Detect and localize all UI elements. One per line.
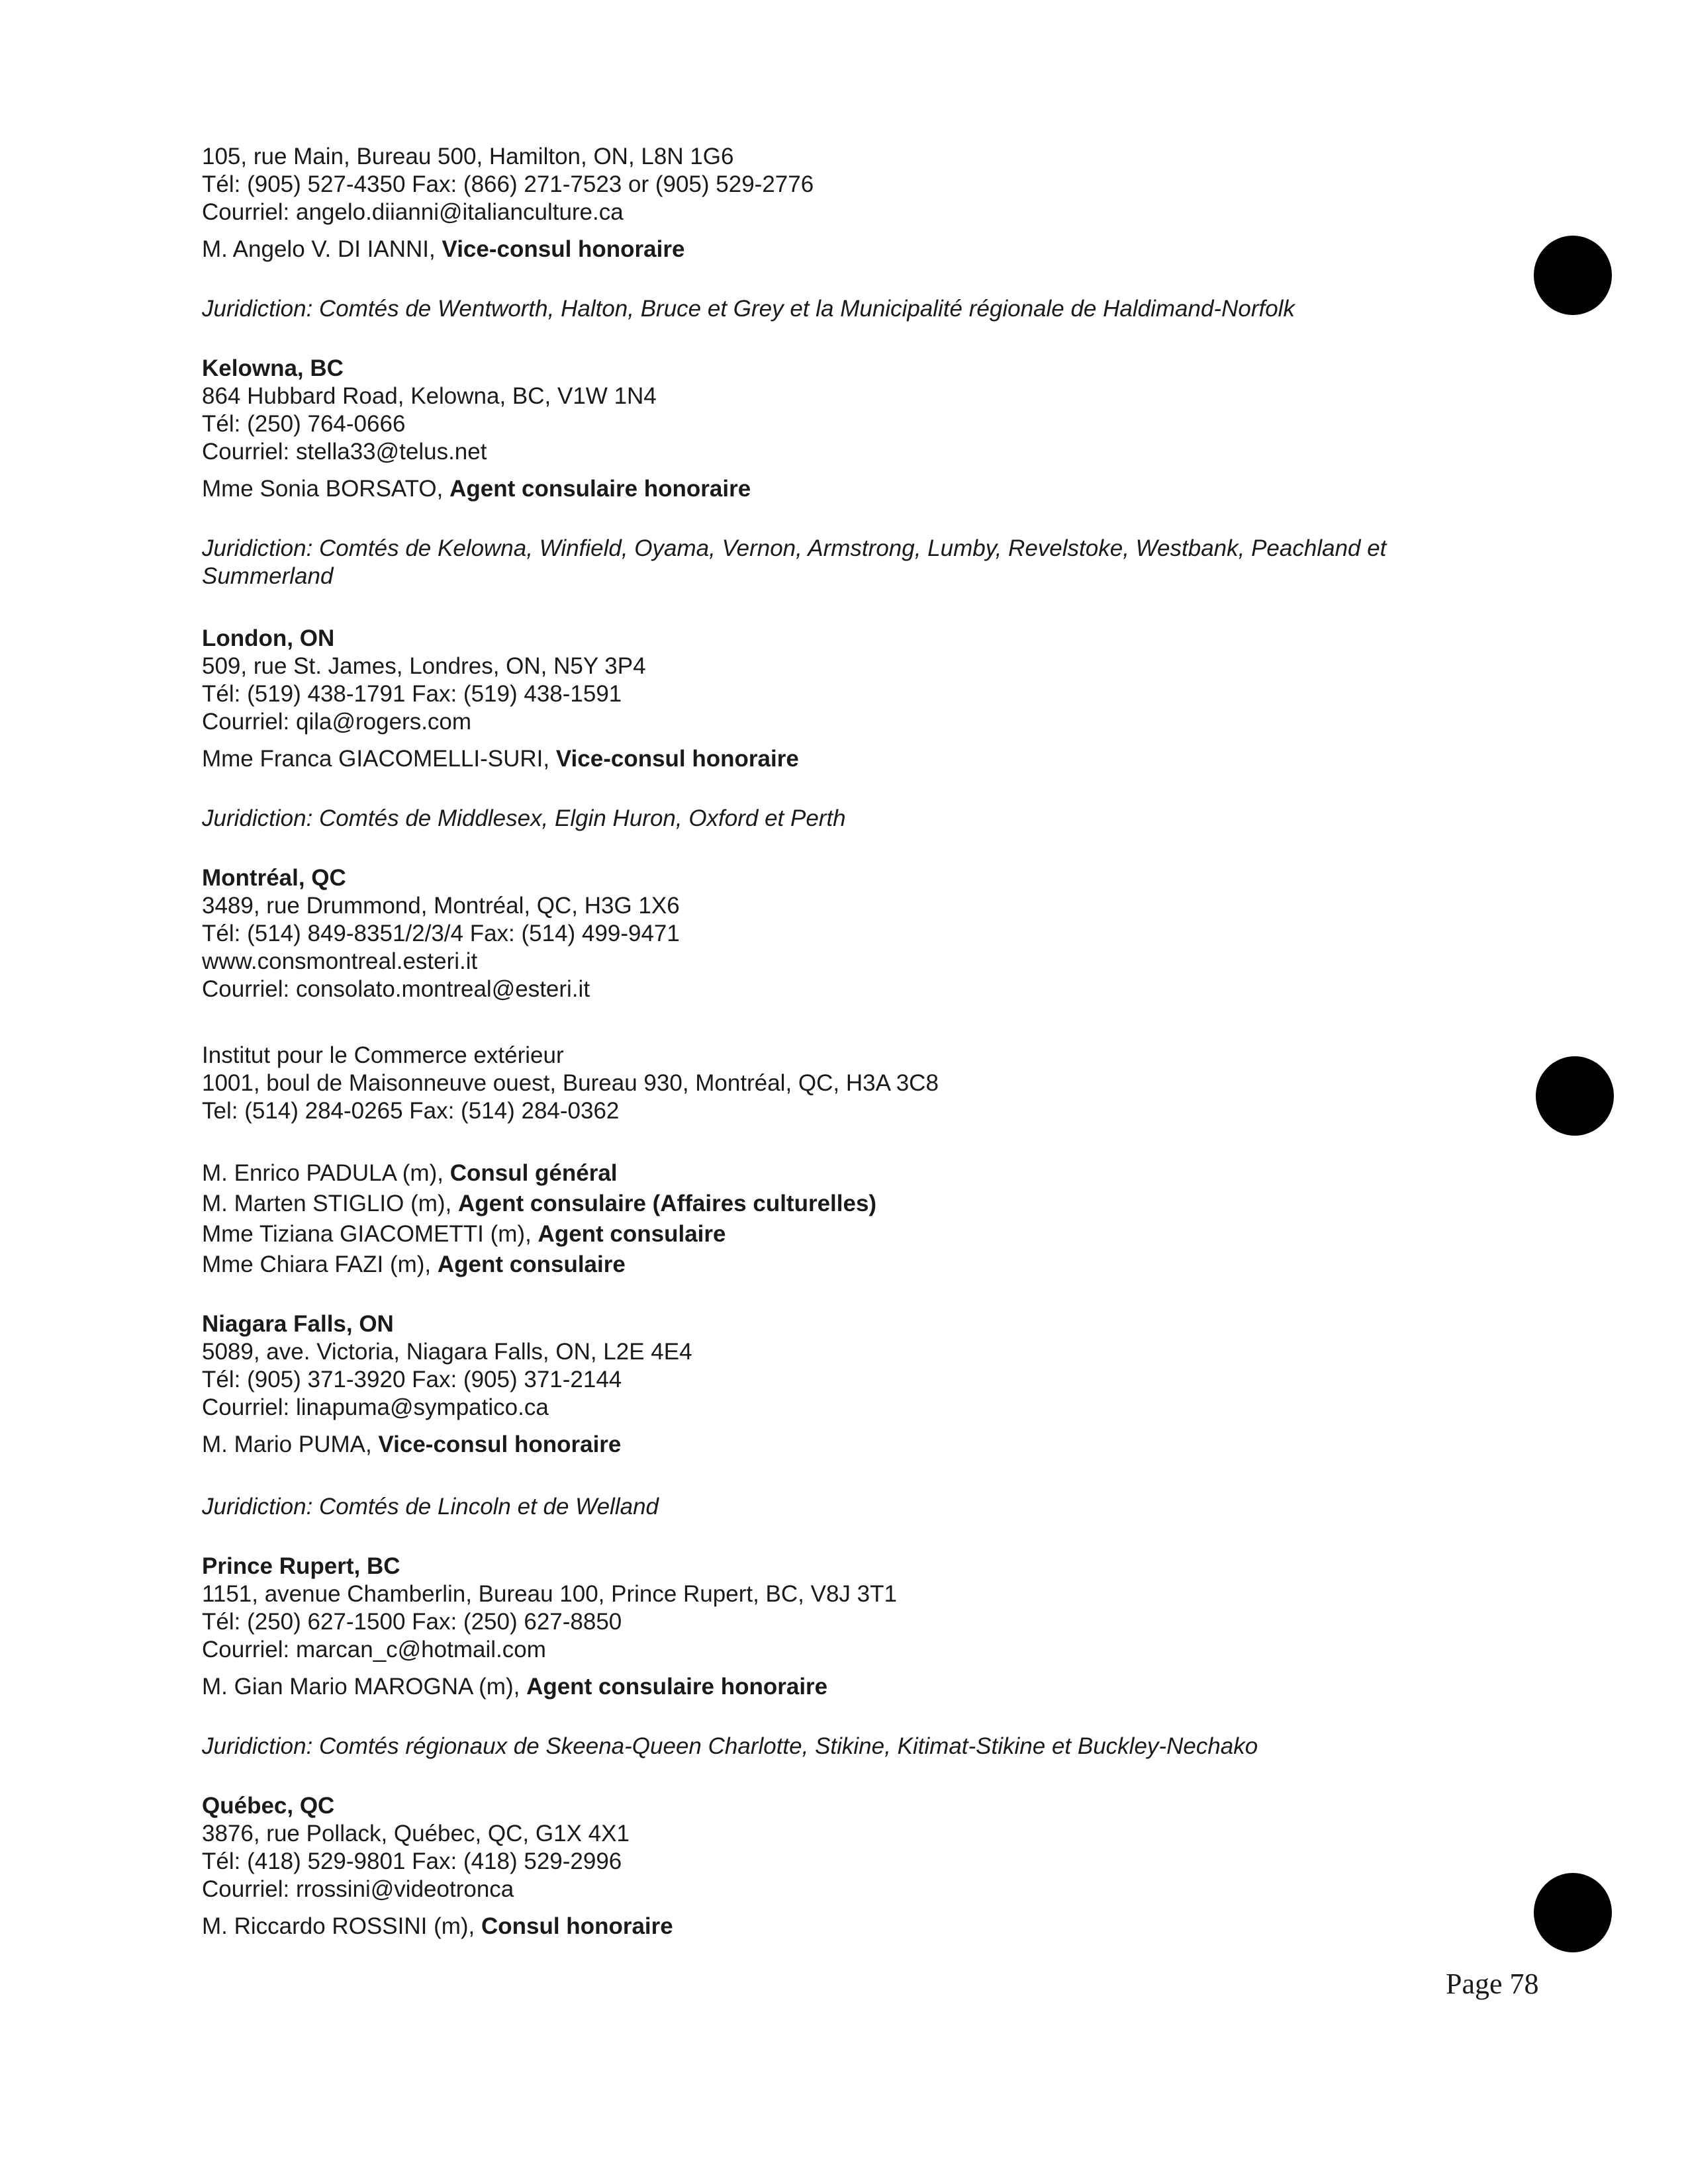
- phone-line: Tél: (250) 627-1500 Fax: (250) 627-8850: [202, 1609, 622, 1635]
- staff-line: [202, 1251, 626, 1279]
- address-line: 1151, avenue Chamberlin, Bureau 100, Prince Rupert, BC, V8J 3T1: [202, 1581, 897, 1607]
- city-heading: Québec, QC: [202, 1793, 335, 1819]
- address-line: 105, rue Main, Bureau 500, Hamilton, ON, L8N 1G6: [202, 144, 734, 169]
- phone-line: Tél: (250) 764-0666: [202, 411, 406, 437]
- email-line: Courriel: qila@rogers.com: [202, 709, 472, 735]
- person-line: [202, 1431, 621, 1459]
- jurisdiction-line: Juridiction: Comtés régionaux de Skeena-Queen Charlotte, Stikine, Kitimat-Stikine et Buckley-Nechako: [202, 1733, 1258, 1759]
- person-role: Vice-consul honoraire: [378, 1432, 622, 1457]
- address-line: 509, rue St. James, Londres, ON, N5Y 3P4: [202, 653, 646, 679]
- phone-line: Tél: (905) 527-4350 Fax: (866) 271-7523 or (905) 529-2776: [202, 171, 814, 197]
- address-line: 3876, rue Pollack, Québec, QC, G1X 4X1: [202, 1821, 630, 1846]
- email-line: Courriel: consolato.montreal@esteri.it: [202, 976, 590, 1002]
- person-role: Consul honoraire: [481, 1913, 673, 1939]
- phone-line: Tél: (905) 371-3920 Fax: (905) 371-2144: [202, 1367, 622, 1392]
- website-line: www.consmontreal.esteri.it: [202, 948, 478, 974]
- person-role: Agent consulaire: [437, 1251, 626, 1277]
- punch-hole-bottom: [1534, 1873, 1612, 1952]
- staff-line: [202, 1160, 618, 1187]
- person-line: [202, 745, 799, 773]
- jurisdiction-line: Juridiction: Comtés de Middlesex, Elgin Huron, Oxford et Perth: [202, 805, 846, 831]
- person-role: Vice-consul honoraire: [442, 236, 685, 262]
- email-line: Courriel: rrossini@videotronca: [202, 1876, 514, 1902]
- person-role: Agent consulaire honoraire: [526, 1674, 828, 1700]
- punch-hole-middle: [1536, 1056, 1614, 1136]
- person-name: Mme Tiziana GIACOMETTI (m),: [202, 1221, 538, 1247]
- email-line: Courriel: stella33@telus.net: [202, 439, 487, 465]
- person-role: Consul général: [449, 1160, 618, 1186]
- person-role: Agent consulaire: [538, 1221, 726, 1247]
- jurisdiction-line: Juridiction: Comtés de Lincoln et de Welland: [202, 1494, 659, 1520]
- phone-line: Tél: (519) 438-1791 Fax: (519) 438-1591: [202, 681, 622, 707]
- phone-line: Tél: (514) 849-8351/2/3/4 Fax: (514) 499-9471: [202, 921, 680, 946]
- person-name: M. Gian Mario MAROGNA (m),: [202, 1674, 527, 1700]
- city-heading: Prince Rupert, BC: [202, 1553, 400, 1579]
- person-role: Agent consulaire honoraire: [449, 476, 751, 502]
- person-name: Mme Franca GIACOMELLI-SURI,: [202, 746, 556, 772]
- page-number: Page 78: [1446, 1968, 1539, 2000]
- address-line: 5089, ave. Victoria, Niagara Falls, ON, L2E 4E4: [202, 1339, 692, 1365]
- phone-line: Tél: (418) 529-9801 Fax: (418) 529-2996: [202, 1848, 622, 1874]
- staff-line: [202, 1220, 726, 1248]
- jurisdiction-line: Juridiction: Comtés de Wentworth, Halton, Bruce et Grey et la Municipalité régionale de Haldimand-Norfolk: [202, 296, 1295, 322]
- punch-hole-top: [1534, 236, 1612, 315]
- person-line: [202, 1673, 827, 1701]
- person-name: Mme Chiara FAZI (m),: [202, 1251, 438, 1277]
- institute-name: Institut pour le Commerce extérieur: [202, 1042, 564, 1068]
- person-line: [202, 1913, 673, 1940]
- person-role: Vice-consul honoraire: [555, 746, 799, 772]
- city-heading: Montréal, QC: [202, 865, 346, 891]
- person-name: M. Marten STIGLIO (m),: [202, 1191, 458, 1216]
- address-line: 3489, rue Drummond, Montréal, QC, H3G 1X6: [202, 893, 680, 919]
- email-line: Courriel: linapuma@sympatico.ca: [202, 1394, 549, 1420]
- institute-phone: Tel: (514) 284-0265 Fax: (514) 284-0362: [202, 1098, 620, 1124]
- address-line: 864 Hubbard Road, Kelowna, BC, V1W 1N4: [202, 383, 657, 409]
- jurisdiction-line: Juridiction: Comtés de Kelowna, Winfield, Oyama, Vernon, Armstrong, Lumby, Revelstoke, Westbank, Peachland et: [202, 535, 1387, 561]
- jurisdiction-line-continued: Summerland: [202, 563, 334, 589]
- person-name: M. Enrico PADULA (m),: [202, 1160, 450, 1186]
- person-line: [202, 236, 684, 263]
- person-name: Mme Sonia BORSATO,: [202, 476, 450, 502]
- person-name: M. Mario PUMA,: [202, 1432, 379, 1457]
- city-heading: Kelowna, BC: [202, 355, 344, 381]
- person-role: Agent consulaire (Affaires culturelles): [457, 1191, 877, 1216]
- person-name: M. Riccardo ROSSINI (m),: [202, 1913, 481, 1939]
- email-line: Courriel: angelo.diianni@italianculture.ca: [202, 199, 624, 225]
- person-name: M. Angelo V. DI IANNI,: [202, 236, 442, 262]
- institute-address: 1001, boul de Maisonneuve ouest, Bureau 930, Montréal, QC, H3A 3C8: [202, 1070, 939, 1096]
- staff-line: [202, 1190, 876, 1218]
- email-line: Courriel: marcan_c@hotmail.com: [202, 1637, 546, 1662]
- city-heading: Niagara Falls, ON: [202, 1311, 394, 1337]
- person-line: [202, 475, 751, 503]
- city-heading: London, ON: [202, 625, 335, 651]
